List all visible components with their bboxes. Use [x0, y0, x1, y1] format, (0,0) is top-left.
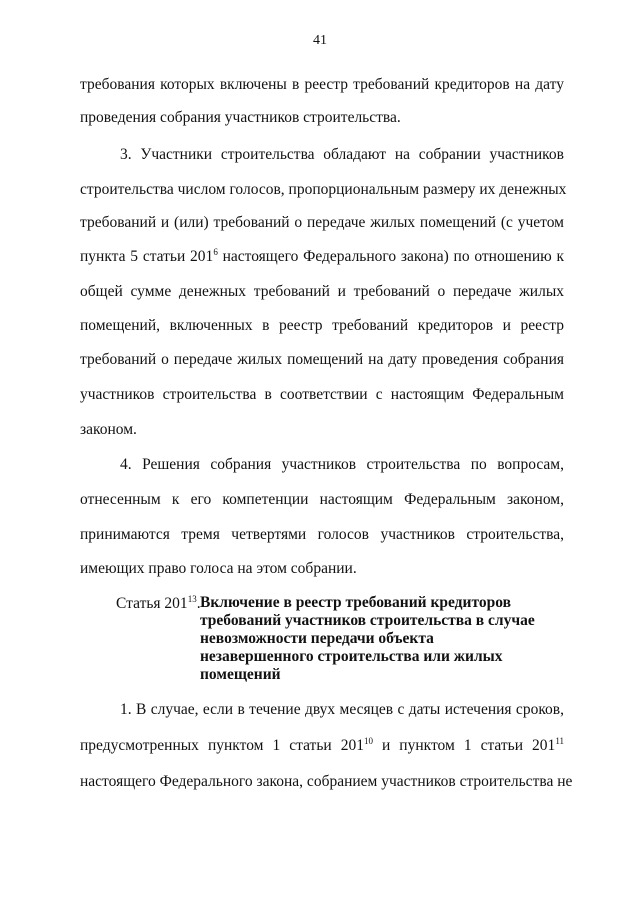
- text-line: 3. Участники строительства обладают на собрании участников: [120, 146, 564, 163]
- text-line: требования которых включены в реестр требований кредиторов на дату: [80, 76, 564, 93]
- text-segment: предусмотренных пунктом 1 статьи 201: [80, 737, 364, 754]
- text-line: требований и (или) требований о передаче жилых помещений (с учетом: [80, 214, 564, 231]
- text-line: помещений, включенных в реестр требований кредиторов и реестр: [80, 317, 564, 334]
- text-line: 4. Решения собрания участников строительства по вопросам,: [120, 456, 564, 473]
- text-segment: и пунктом 1 статьи 201: [372, 737, 556, 754]
- text-line: проведения собрания участников строительства.: [80, 109, 401, 126]
- text-line: отнесенным к его компетенции настоящим Федеральным законом,: [80, 491, 564, 508]
- text-line: 1. В случае, если в течение двух месяцев с даты истечения сроков,: [120, 701, 564, 718]
- superscript: 10: [363, 736, 373, 746]
- text-line: [80, 736, 564, 756]
- text-line: общей сумме денежных требований и требований о передаче жилых: [80, 283, 564, 300]
- superscript: 11: [555, 736, 564, 746]
- text-line: участников строительства в соответствии с настоящим Федеральным: [80, 386, 564, 403]
- article-title-line: невозможности передачи объекта: [200, 630, 434, 647]
- text-line: настоящего Федерального закона, собранием участников строительства не: [80, 773, 573, 790]
- superscript: 13: [187, 594, 197, 604]
- text-line: имеющих право голоса на этом собрании.: [80, 560, 357, 577]
- text-line: законом.: [80, 421, 137, 438]
- article-label-text: Статья 201: [116, 595, 188, 612]
- text-segment: пункта 5 статьи 201: [80, 248, 214, 265]
- article-title: [200, 594, 580, 684]
- text-line: принимаются тремя четвертями голосов участников строительства,: [80, 526, 564, 543]
- superscript: 6: [213, 247, 218, 257]
- text-line: [80, 247, 564, 267]
- article-label: [116, 594, 201, 614]
- text-segment: настоящего Федерального закона) по отношению к: [217, 248, 565, 265]
- article-title-line: Включение в реестр требований кредиторов: [200, 594, 511, 611]
- text-line: строительства числом голосов, пропорциональным размеру их денежных: [80, 181, 567, 198]
- text-line: требований о передаче жилых помещений на дату проведения собрания: [80, 351, 564, 368]
- article-title-line: требований участников строительства в случае: [200, 612, 535, 629]
- page-number: 41: [313, 33, 327, 48]
- article-title-line: помещений: [200, 666, 281, 683]
- article-label-suffix: .: [196, 595, 201, 612]
- article-title-line: незавершенного строительства или жилых: [200, 648, 503, 665]
